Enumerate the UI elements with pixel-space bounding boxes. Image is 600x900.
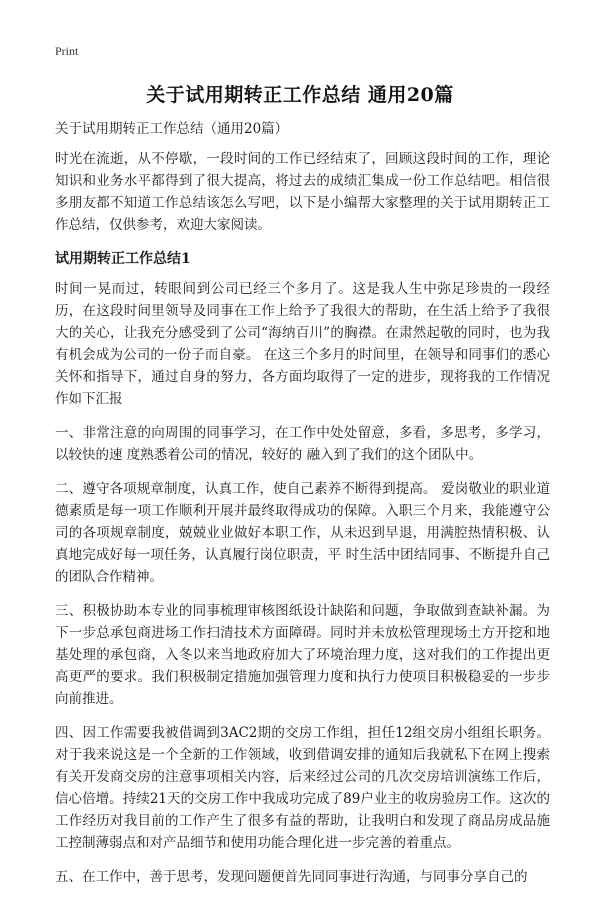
body-paragraph: 一、非常注意的向周围的同事学习，在工作中处处留意，多看，多思考，多学习，以较快的速 度熟悉着公司的情况，较好的 融入到了我们的这个团队中。 (55, 425, 550, 463)
body-paragraph: 四、因工作需要我被借调到3AC2期的交房工作组，担任12组交房小组组长职务。对于我来说这是一个全新的工作领域，收到借调安排的通知后我就私下在网上搜索有关开发商交房的注意事项相关内容，后来经过公司的几次交房培训演练工作后，信心倍增。持续21天的交房工作中我成功完成了89户业主的收房验房工作。这次的工作经历对我目前的工作产生了很多有益的帮助，让我明白和发现了商品房成品施工控制薄弱点和对产品细节和使用功能合理化进一步完善的着重点。 (55, 725, 550, 851)
document-title: 关于试用期转正工作总结 通用20篇 (146, 84, 454, 106)
intro-paragraph: 时光在流逝，从不停歇，一段时间的工作已经结束了，回顾这段时间的工作，理论知识和业务水平都得到了很大提高，将过去的成绩汇集成一份工作总结吧。相信很多朋友都不知道工作总结该怎么写吧，以下是小编帮大家整理的关于试用期转正工作总结，仅供参考，欢迎大家阅读。 (55, 151, 550, 233)
document-subtitle: 关于试用期转正工作总结（通用20篇） (55, 121, 289, 137)
body-paragraph: 三、积极协助本专业的同事梳理审核图纸设计缺陷和问题，争取做到查缺补漏。为下一步总承包商进场工作扫清技术方面障碍。同时并未放松管理现场土方开挖和地基处理的承包商，入冬以来当地政府加大了环境治理力度，这对我们的工作提出更高更严的要求。我们积极制定措施加强管理力度和执行力使项目积极稳妥的一步步向前推进。 (55, 603, 550, 707)
section-heading: 试用期转正工作总结1 (55, 251, 191, 267)
document-body (55, 118, 550, 900)
body-paragraph: 二、遵守各项规章制度，认真工作，使自己素养不断得到提高。 爱岗敬业的职业道德素质是每一项工作顺利开展并最终取得成功的保障。入职三个月来，我能遵守公司的各项规章制度，兢兢业业做好本职工作，从未迟到早退，用满腔热情积极、认真地完成好每一项任务，认真履行岗位职责，平 时生活中团结同事、不断提升自己的团队合作精神。 (55, 481, 550, 585)
body-paragraph: 五、在工作中，善于思考，发现问题便首先同同事进行沟通，与同事分享自己的 (55, 869, 528, 885)
print-link[interactable]: Print (55, 44, 79, 58)
body-paragraph: 时间一晃而过，转眼间到公司已经三个多月了。这是我人生中弥足珍贵的一段经历，在这段时间里领导及同事在工作上给予了我很大的帮助，在生活上给予了我很大的关心，让我充分感受到了公司“海纳百川”的胸襟。在肃然起敬的同时，也为我有机会成为公司的一份子而自豪。 在这三个多月的时间里，在领导和同事们的悉心关怀和指导下，通过自身的努力，各方面均取得了一定的进步，现将我的工作情况作如下汇报 (55, 281, 550, 407)
